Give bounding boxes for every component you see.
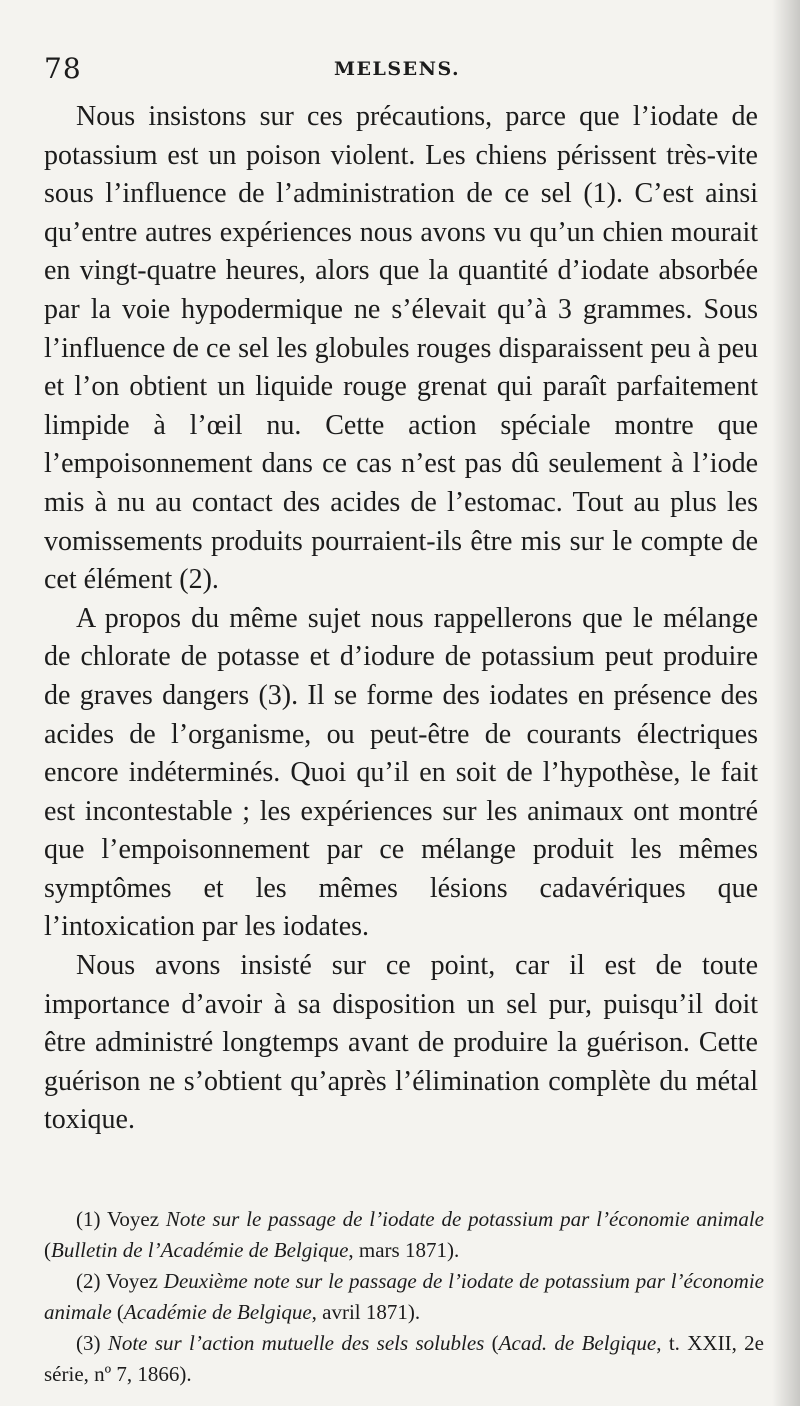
footnotes [44, 1204, 764, 1390]
paragraph-chlorate-mixture: A propos du même sujet nous rappellerons que le mélange de chlorate de potasse et d’iodure de potassium peut produire de graves dangers (3). Il se forme des iodates en présence des acides de l’organisme, ou peut-être de courants électriques encore indéterminés. Quoi qu’il en soit de l’hypothèse, le fait est incontestable ; les expériences sur les animaux ont montré que l’empoisonnement par ce mélange produit les mêmes symptômes et les mêmes lésions cadavériques que l’intoxication par les iodates. [44, 602, 758, 943]
footnote-3-source: Acad. de Belgique [498, 1331, 657, 1355]
page-header [44, 52, 764, 92]
footnote-2-open: ( [111, 1300, 124, 1324]
footnote-1-open: ( [44, 1238, 51, 1262]
footnote-2 [44, 1266, 764, 1328]
paragraph-pure-salt: Nous avons insisté sur ce point, car il est de toute importance d’avoir à sa disposition un sel pur, puisqu’il doit être administré longtemps avant de produire la guérison. Cette guérison ne s’obtient qu’après l’élimination complète du métal toxique. [44, 950, 758, 1136]
footnote-3-tail: , t. XXII, 2e série, nº 7, 1866). [44, 1331, 764, 1386]
footnote-1-mark: (1) Voyez [76, 1207, 166, 1231]
paragraph-iodate-poison: Nous insistons sur ces précautions, parce que l’iodate de potassium est un poison violent. Les chiens périssent très-vite sous l’influence de l’administration de ce sel (1). C’est ainsi qu’entre autres expériences nous avons vu qu’un chien mourait en vingt-quatre heures, alors que la quantité d’iodate absorbée par la voie hypodermique ne s’élevait qu’à 3 grammes. Sous l’influence de ce sel les globules rouges disparaissent peu à peu et l’on obtient un liquide rouge grenat qui paraît parfaitement limpide à l’œil nu. Cette action spéciale montre que l’empoisonnement dans ce cas n’est pas dû seulement à l’iode mis à nu au contact des acides de l’estomac. Tout au plus les vomissements produits pourraient-ils être mis sur le compte de cet élément (2). [44, 101, 758, 596]
running-head: MELSENS. [334, 58, 461, 80]
footnote-2-title: Deuxième note sur le passage de l’iodate de potassium par l’économie animale [44, 1269, 764, 1324]
footnote-3-mark: (3) [76, 1331, 108, 1355]
footnote-1-source: Bulletin de l’Académie de Belgique [51, 1238, 349, 1262]
page-edge-shadow [772, 0, 800, 1406]
page-number: 78 [44, 52, 82, 85]
footnote-1-title: Note sur le passage de l’iodate de potassium par l’économie animale [165, 1207, 764, 1231]
footnote-1 [44, 1204, 764, 1266]
footnote-3-open: ( [484, 1331, 499, 1355]
footnote-2-mark: (2) Voyez [76, 1269, 164, 1293]
footnote-2-tail: , avril 1871). [311, 1300, 421, 1324]
footnote-2-source: Académie de Belgique [123, 1300, 312, 1324]
footnote-3 [44, 1328, 764, 1390]
body-text [44, 98, 758, 1140]
footnote-1-tail: , mars 1871). [348, 1238, 460, 1262]
footnote-3-title: Note sur l’action mutuelle des sels solubles [107, 1331, 485, 1355]
